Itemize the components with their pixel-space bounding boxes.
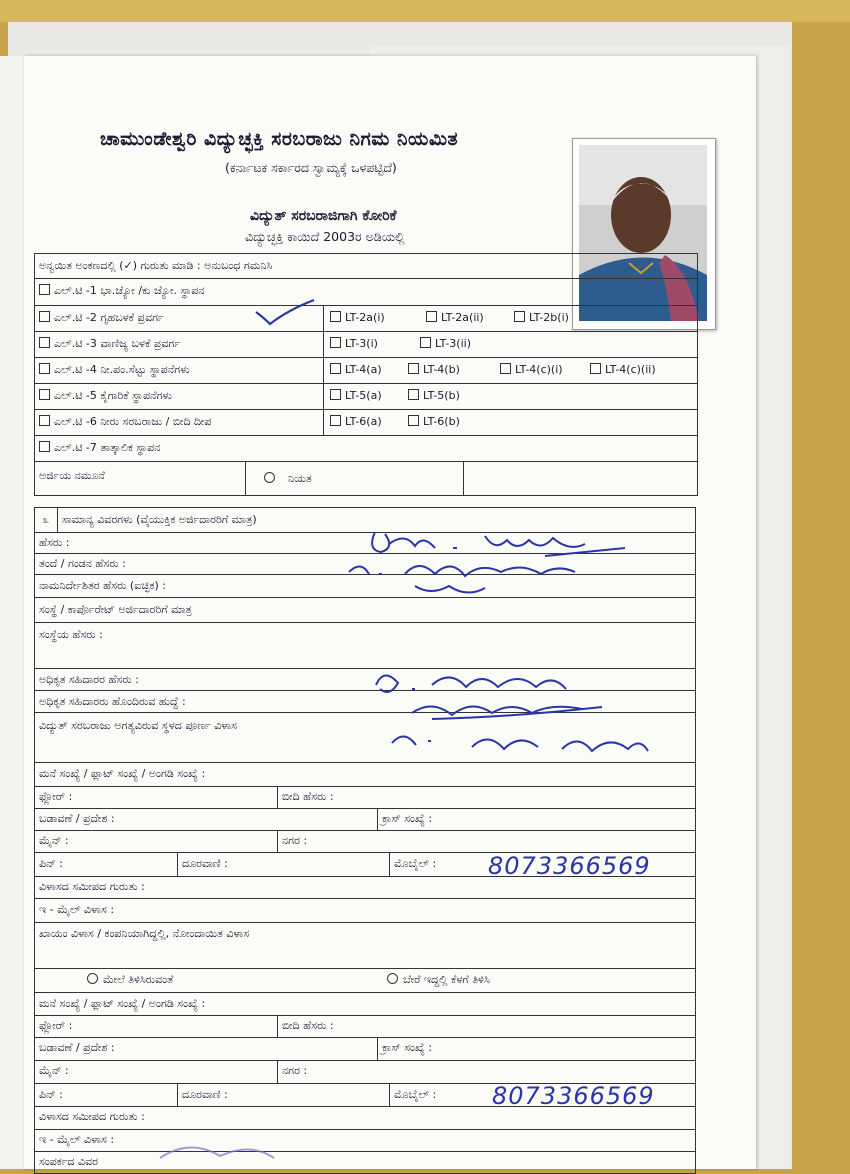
subtariff-label: LT-5(b) bbox=[423, 389, 460, 402]
landmark-row-2 bbox=[34, 1107, 696, 1130]
subtariff-label: LT-4(c)(ii) bbox=[605, 363, 656, 376]
tariff-checkbox[interactable] bbox=[39, 389, 50, 400]
same-above-label: ಮೇಲೆ ತಿಳಿಸಿರುವಂತೆ bbox=[103, 973, 174, 986]
tariff-row-4 bbox=[34, 358, 698, 384]
email-row-2 bbox=[34, 1130, 696, 1152]
subtariff-checkbox[interactable] bbox=[330, 363, 341, 374]
cross-label-2: ಕ್ರಾಸ್ ಸಂಖ್ಯೆ : bbox=[377, 1038, 697, 1060]
floor-label: ಫ್ಲೋರ್ : bbox=[39, 790, 73, 803]
area-cross-row bbox=[34, 809, 696, 831]
permanent-label: ಖಾಯಂ ವಿಳಾಸ / ಕಂಪನಿಯಾಗಿದ್ದಲ್ಲಿ, ನೋಂದಾಯಿತ ವಿಳಾಸ bbox=[39, 927, 250, 940]
tariff-row-1 bbox=[34, 279, 698, 306]
landmark-row bbox=[34, 877, 696, 899]
instruction-text: ಅನ್ವಯಿತ ಅಂಕಣದಲ್ಲಿ (✓) ಗುರುತು ಮಾಡಿ : ಅನುಬಂಧ ಗಮನಿಸಿ bbox=[39, 259, 273, 272]
subtariff-label: LT-2a(i) bbox=[345, 311, 385, 324]
house-label-2: ಮನೆ ಸಂಖ್ಯೆ / ಫ್ಲಾಟ್ ಸಂಖ್ಯೆ / ಅಂಗಡಿ ಸಂಖ್ಯೆ : bbox=[39, 997, 206, 1010]
tariff-label: ಎಲ್.ಟಿ -6 ನೀರು ಸರಬರಾಜು / ಬೀದಿ ದೀಪ bbox=[54, 415, 212, 428]
subtariff-checkbox[interactable] bbox=[408, 415, 419, 426]
handwritten-name bbox=[345, 522, 645, 612]
tariff-row-2 bbox=[34, 306, 698, 332]
signatory-label: ಅಧಿಕೃತ ಸಹಿದಾರರ ಹೆಸರು : bbox=[39, 673, 139, 686]
area-label: ಬಡಾವಣೆ / ಪ್ರದೇಶ : bbox=[39, 812, 115, 825]
tariff-row-7 bbox=[34, 436, 698, 462]
app-type-row bbox=[34, 462, 698, 496]
subtariff-checkbox[interactable] bbox=[330, 415, 341, 426]
same-above-radio[interactable] bbox=[87, 973, 98, 984]
pin-label-2: ಪಿನ್ : bbox=[39, 1088, 63, 1101]
stamp-mark bbox=[150, 1128, 280, 1169]
other-below-label: ಬೇರೆ ಇದ್ದಲ್ಲಿ ಕೆಳಗೆ ತಿಳಿಸಿ bbox=[403, 973, 490, 986]
main-label-2: ಮೈನ್ : bbox=[39, 1064, 69, 1077]
section-title: ಸಾಮಾನ್ಯ ವಿವರಗಳು (ವೈಯುಕ್ತಿಕ ಅರ್ಜಿದಾರರಿಗೆ ಮಾತ್ರ) bbox=[57, 508, 697, 532]
section-number: ೩ bbox=[42, 513, 50, 526]
subtariff-checkbox[interactable] bbox=[330, 389, 341, 400]
subtariff-label: LT-6(a) bbox=[345, 415, 382, 428]
org-name: ಚಾಮುಂಡೇಶ್ವರಿ ವಿದ್ಯುಚ್ಛಕ್ತಿ ಸರಬರಾಜು ನಿಗಮ ನಿಯಮಿತ bbox=[100, 128, 459, 150]
contact-label: ಸಂಪರ್ಕದ ವಿವರ bbox=[39, 1155, 98, 1168]
form-title: ವಿದ್ಯುತ್ ಸರಬರಾಜಿಗಾಗಿ ಕೋರಿಕೆ bbox=[250, 208, 397, 224]
city-label-2: ನಗರ : bbox=[277, 1061, 697, 1083]
contact-row bbox=[34, 1152, 696, 1174]
tariff-row-3 bbox=[34, 332, 698, 358]
mobile-label-2: ಮೊಬೈಲ್ : bbox=[389, 1084, 697, 1106]
tariff-checkbox[interactable] bbox=[39, 284, 50, 295]
subtariff-checkbox[interactable] bbox=[590, 363, 601, 374]
landmark-label: ವಿಳಾಸದ ಸಮೀಪದ ಗುರುತು : bbox=[39, 880, 145, 893]
subtariff-checkbox[interactable] bbox=[426, 311, 437, 322]
act-note: ವಿದ್ಯುಚ್ಛಕ್ತಿ ಕಾಯಿದೆ 2003ರ ಅಡಿಯಲ್ಲಿ bbox=[245, 229, 405, 244]
subtariff-label: LT-2a(ii) bbox=[441, 311, 484, 324]
subtariff-label: LT-4(a) bbox=[345, 363, 382, 376]
father-label: ತಂದೆ / ಗಂಡನ ಹೆಸರು : bbox=[39, 557, 126, 570]
designation-label: ಅಧಿಕೃತ ಸಹಿದಾರರು ಹೊಂದಿರುವ ಹುದ್ದೆ : bbox=[39, 695, 186, 708]
house-label: ಮನೆ ಸಂಖ್ಯೆ / ಫ್ಲಾಟ್ ಸಂಖ್ಯೆ / ಅಂಗಡಿ ಸಂಖ್ಯೆ : bbox=[39, 767, 206, 780]
app-type-option: ನಿಯತ bbox=[288, 472, 312, 485]
pin-label: ಪಿನ್ : bbox=[39, 857, 63, 870]
floor-label-2: ಫ್ಲೋರ್ : bbox=[39, 1019, 73, 1032]
email-row bbox=[34, 899, 696, 923]
permanent-row bbox=[34, 923, 696, 969]
tariff-label: ಎಲ್.ಟಿ -3 ವಾಣಿಜ್ಯ ಬಳಕೆ ಪ್ರವರ್ಗ bbox=[54, 337, 181, 350]
handwritten-signatory bbox=[372, 663, 672, 773]
tariff-label: ಎಲ್.ಟಿ -4 ನೀ.ಪಂ.ಸೆಟ್ಟು ಸ್ಥಾಪನೆಗಳು bbox=[54, 363, 190, 376]
subtariff-checkbox[interactable] bbox=[330, 337, 341, 348]
tariff-label: ಎಲ್.ಟಿ -1 ಭಾ.ಜ್ಯೋ /ಕು ಜ್ಯೋ. ಸ್ಥಾಪನ bbox=[54, 284, 205, 297]
floor-street-row-2 bbox=[34, 1016, 696, 1038]
handwritten-mobile-2: 8073366569 bbox=[492, 1082, 655, 1110]
subtariff-label: LT-2b(i) bbox=[529, 311, 569, 324]
tariff-row-6 bbox=[34, 410, 698, 436]
floor-street-row bbox=[34, 787, 696, 809]
cross-label: ಕ್ರಾಸ್ ಸಂಖ್ಯೆ : bbox=[377, 809, 697, 830]
subtariff-label: LT-4(b) bbox=[423, 363, 460, 376]
tariff-label: ಎಲ್.ಟಿ -7 ತಾತ್ಕಾಲಿಕ ಸ್ಥಾಪನ bbox=[54, 441, 161, 454]
subtariff-label: LT-3(ii) bbox=[435, 337, 471, 350]
subtariff-label: LT-5(a) bbox=[345, 389, 382, 402]
subtariff-checkbox[interactable] bbox=[420, 337, 431, 348]
area-cross-row-2 bbox=[34, 1038, 696, 1061]
org-name-label: ಸಂಸ್ಥೆಯ ಹೆಸರು : bbox=[39, 628, 103, 641]
corporate-label: ಸಂಸ್ಥೆ / ಕಾರ್ಪೊರೇಟ್ ಅರ್ಜಿದಾರರಿಗೆ ಮಾತ್ರ bbox=[39, 603, 192, 616]
tariff-checkbox[interactable] bbox=[39, 363, 50, 374]
email-label-2: ಇ - ಮೈಲ್ ವಿಳಾಸ : bbox=[39, 1133, 115, 1146]
subtariff-checkbox[interactable] bbox=[408, 389, 419, 400]
subtariff-checkbox[interactable] bbox=[408, 363, 419, 374]
landmark-label-2: ವಿಳಾಸದ ಸಮೀಪದ ಗುರುತು : bbox=[39, 1110, 145, 1123]
other-below-radio[interactable] bbox=[387, 973, 398, 984]
tariff-checkbox[interactable] bbox=[39, 311, 50, 322]
street-label-2: ಬೀದಿ ಹೆಸರು : bbox=[277, 1016, 697, 1037]
subtariff-checkbox[interactable] bbox=[514, 311, 525, 322]
subtariff-checkbox[interactable] bbox=[500, 363, 511, 374]
main-label: ಮೈನ್ : bbox=[39, 834, 69, 847]
subtariff-label: LT-4(c)(i) bbox=[515, 363, 563, 376]
handwritten-mobile-1: 8073366569 bbox=[488, 852, 651, 880]
instruction-row bbox=[34, 253, 698, 279]
phone-label-2: ದೂರವಾಣಿ : bbox=[177, 1084, 389, 1106]
address-choice-row bbox=[34, 969, 696, 993]
main-city-row bbox=[34, 831, 696, 853]
subtariff-label: LT-3(i) bbox=[345, 337, 378, 350]
phone-label: ದೂರವಾಣಿ : bbox=[177, 853, 389, 876]
address-full-label: ವಿದ್ಯುತ್ ಸರಬರಾಜು ಅಗತ್ಯವಿರುವ ಸ್ಥಳದ ಪೂರ್ಣ ವಿಳಾಸ bbox=[39, 719, 237, 732]
nominee-label: ನಾಮನಿರ್ದೇಶಿತರ ಹೆಸರು (ಐಚ್ಛಿಕ) : bbox=[39, 579, 166, 592]
tariff-checkbox[interactable] bbox=[39, 415, 50, 426]
tick-mark bbox=[252, 296, 322, 330]
area-label-2: ಬಡಾವಣೆ / ಪ್ರದೇಶ : bbox=[39, 1041, 115, 1054]
email-label: ಇ - ಮೈಲ್ ವಿಳಾಸ : bbox=[39, 903, 115, 916]
house-row-2 bbox=[34, 993, 696, 1016]
tariff-label: ಎಲ್.ಟಿ -2 ಗೃಹಬಳಕೆ ಪ್ರವರ್ಗ bbox=[54, 311, 164, 324]
tariff-checkbox[interactable] bbox=[39, 441, 50, 452]
city-label: ನಗರ : bbox=[277, 831, 697, 852]
name-label: ಹೆಸರು : bbox=[39, 536, 70, 549]
app-type-radio[interactable] bbox=[264, 472, 275, 483]
subtariff-label: LT-6(b) bbox=[423, 415, 460, 428]
street-label: ಬೀದಿ ಹೆಸರು : bbox=[277, 787, 697, 808]
gov-note: (ಕರ್ನಾಟಕ ಸರ್ಕಾರದ ಸ್ವಾಮ್ಯಕ್ಕೆ ಒಳಪಟ್ಟಿದೆ) bbox=[225, 160, 397, 175]
tariff-label: ಎಲ್.ಟಿ -5 ಕೈಗಾರಿಕೆ ಸ್ಥಾಪನೆಗಳು bbox=[54, 389, 173, 402]
desk-top-edge bbox=[0, 0, 850, 22]
main-city-row-2 bbox=[34, 1061, 696, 1084]
tariff-checkbox[interactable] bbox=[39, 337, 50, 348]
tariff-row-5 bbox=[34, 384, 698, 410]
app-type-label: ಅರ್ಜಿಯ ನಮೂನೆ bbox=[39, 469, 105, 482]
mobile-label: ಮೊಬೈಲ್ : bbox=[389, 853, 697, 876]
subtariff-checkbox[interactable] bbox=[330, 311, 341, 322]
